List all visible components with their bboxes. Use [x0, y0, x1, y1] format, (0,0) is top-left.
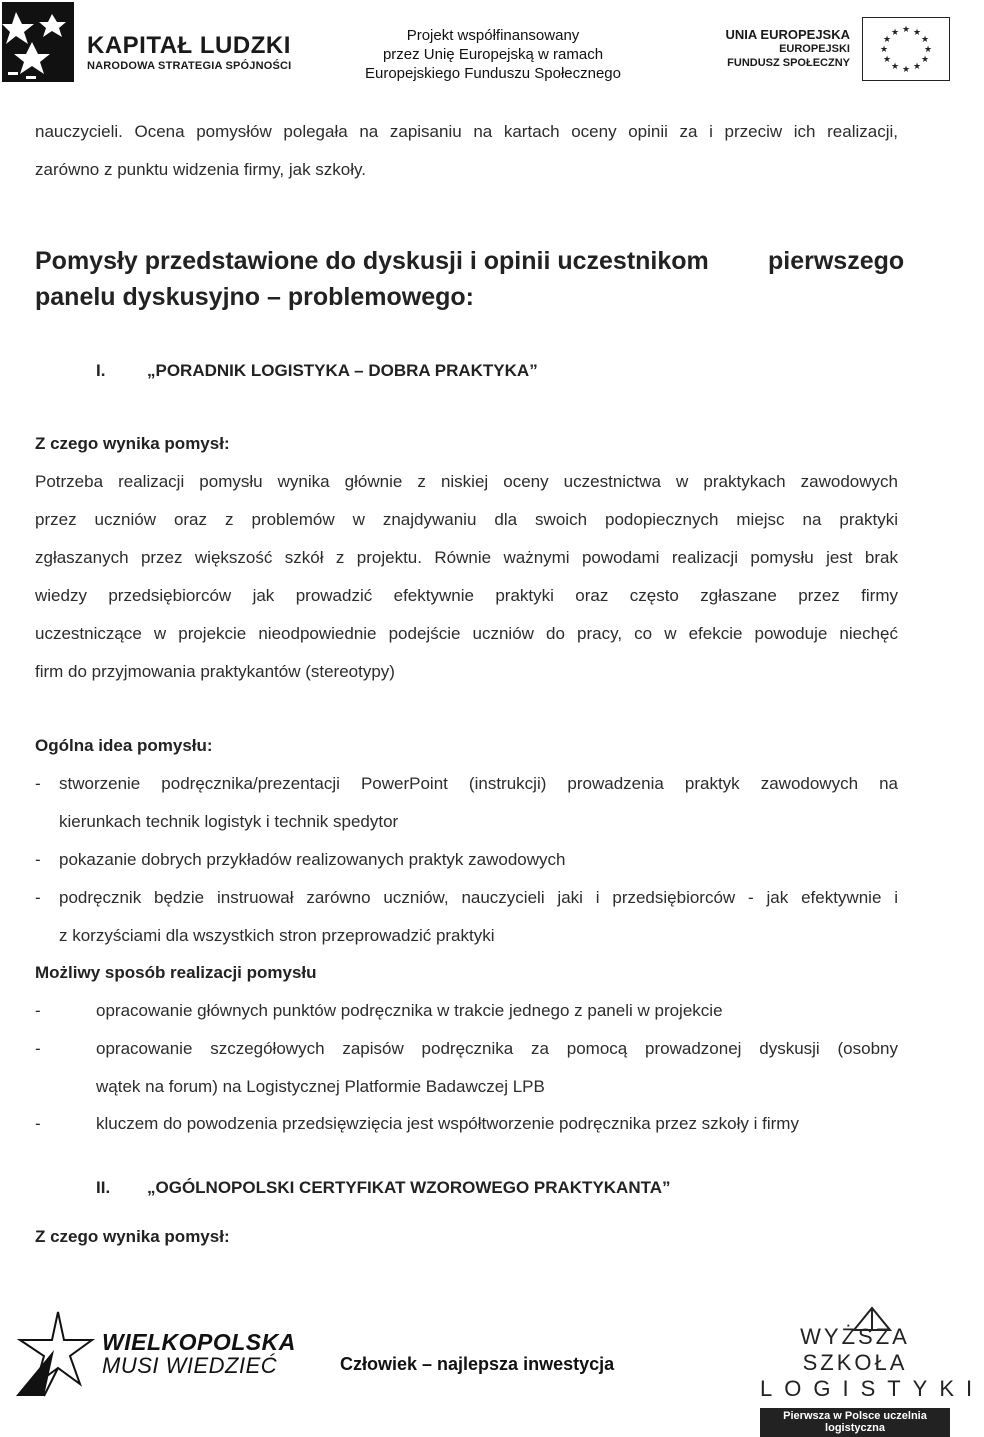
svg-text:★: ★	[912, 62, 922, 72]
svg-text:★: ★	[920, 35, 930, 45]
origin-line: wiedzy przedsiębiorców jak prowadzić efektywnie praktyki oraz często zgłaszane przez firmy	[35, 586, 898, 605]
svg-text:★: ★	[920, 55, 930, 65]
eu-logo-text	[700, 28, 850, 70]
idea-item-line: podręcznik będzie instruował zarówno uczniów, nauczycieli jaki i przedsiębiorców - jak efektywnie i	[59, 888, 898, 907]
wielkopolska-line1: WIELKOPOLSKA	[102, 1329, 296, 1355]
wielkopolska-emblem	[14, 1310, 96, 1398]
wielkopolska-line2: MUSI WIEDZIEĆ	[102, 1353, 278, 1378]
svg-text:★: ★	[912, 28, 922, 38]
intro-line: zarówno z punktu widzenia firmy, jak szkoły.	[35, 160, 366, 179]
intro-line: nauczycieli. Ocena pomysłów polegała na zapisaniu na kartach oceny opinii za i przeciw ich realizacji,	[35, 122, 898, 141]
wsl-emblem	[852, 1306, 892, 1332]
svg-text:★: ★	[890, 28, 900, 38]
svg-text:★: ★	[890, 62, 900, 72]
logo-subtitle: NARODOWA STRATEGIA SPÓJNOŚCI	[87, 60, 292, 72]
section1-number: I.	[96, 361, 106, 380]
section1-method-label: Możliwy sposób realizacji pomysłu	[35, 963, 317, 982]
list-dash: -	[35, 1039, 41, 1058]
origin-line: przez uczniów oraz z problemów w znajdywaniu dla swoich podopiecznych miejsc na praktyki	[35, 510, 898, 529]
main-heading-line2: panelu dyskusyjno – problemowego:	[35, 283, 474, 311]
cofinancing-line: Europejskiego Funduszu Społecznego	[364, 65, 621, 82]
section2-origin-label: Z czego wynika pomysł:	[35, 1227, 230, 1246]
origin-line: firm do przyjmowania praktykantów (stereotypy)	[35, 662, 395, 681]
cofinancing-note	[333, 26, 653, 83]
svg-text:★: ★	[901, 65, 911, 75]
main-heading-line1-end: pierwszego	[768, 247, 905, 275]
method-item-line: opracowanie szczegółowych zapisów podręcznika za pomocą prowadzonej dyskusji (osobny	[96, 1039, 898, 1058]
idea-item-line: pokazanie dobrych przykładów realizowanych praktyk zawodowych	[59, 850, 566, 869]
method-item-line: kluczem do powodzenia przedsięwzięcia jest współtworzenie podręcznika przez szkoły i firmy	[96, 1114, 799, 1133]
svg-text:★: ★	[882, 55, 892, 65]
idea-item-line: stworzenie podręcznika/prezentacji PowerPoint (instrukcji) prowadzenia praktyk zawodowych na	[59, 774, 898, 793]
wsl-logo	[760, 1306, 984, 1434]
idea-item-line: z korzyściami dla wszystkich stron przeprowadzić praktyki	[59, 926, 495, 945]
list-dash: -	[35, 888, 41, 907]
section1-origin-label: Z czego wynika pomysł:	[35, 434, 230, 453]
eu-line: UNIA EUROPEJSKA	[725, 27, 850, 42]
origin-line: Potrzeba realizacji pomysłu wynika głównie z niskiej oceny uczestnictwa w praktykach zawodowych	[35, 472, 898, 491]
svg-text:★: ★	[879, 45, 889, 55]
footer-motto: Człowiek – najlepsza inwestycja	[340, 1354, 615, 1374]
kapital-ludzki-logo	[87, 34, 291, 72]
logo-title: KAPITAŁ LUDZKI	[87, 32, 291, 59]
section2-title: „OGÓLNOPOLSKI CERTYFIKAT WZOROWEGO PRAKTYKANTA”	[147, 1178, 671, 1197]
cofinancing-line: Projekt współfinansowany	[406, 27, 580, 44]
idea-item-line: kierunkach technik logistyk i technik spedytor	[59, 812, 399, 831]
kapital-ludzki-emblem	[2, 2, 74, 82]
eu-flag	[862, 17, 950, 81]
list-dash: -	[35, 850, 41, 869]
origin-line: zgłaszanych przez większość szkół z projektu. Równie ważnymi powodami realizacji pomysłu jest brak	[35, 548, 898, 567]
svg-text:★: ★	[901, 25, 911, 35]
wsl-line1: WYŻSZA SZKOŁA	[800, 1324, 910, 1375]
method-item-line: wątek na forum) na Logistycznej Platformie Badawczej LPB	[96, 1077, 545, 1096]
eu-line: EUROPEJSKI	[779, 43, 850, 55]
method-item-line: opracowanie głównych punktów podręcznika w trakcie jednego z paneli w projekcie	[96, 1001, 723, 1020]
list-dash: -	[35, 1001, 41, 1020]
section1-title: „PORADNIK LOGISTYKA – DOBRA PRAKTYKA”	[147, 361, 538, 380]
cofinancing-line: przez Unię Europejską w ramach	[382, 46, 604, 63]
wielkopolska-logo	[102, 1330, 296, 1378]
list-dash: -	[35, 774, 41, 793]
main-heading-line1: Pomysły przedstawione do dyskusji i opinii uczestnikom	[35, 247, 709, 275]
svg-text:★: ★	[882, 35, 892, 45]
wsl-line2: LOGISTYKI	[760, 1376, 984, 1401]
list-dash: -	[35, 1114, 41, 1133]
section1-idea-label: Ogólna idea pomysłu:	[35, 736, 213, 755]
eu-line: FUNDUSZ SPOŁECZNY	[727, 57, 850, 69]
svg-text:★: ★	[923, 45, 933, 55]
wsl-tagline: Pierwsza w Polsce uczelnia logistyczna	[760, 1408, 950, 1437]
section2-number: II.	[96, 1178, 111, 1197]
origin-line: uczestniczące w projekcie nieodpowiednie podejście uczniów do pracy, co w efekcie powoduje niechęć	[35, 624, 898, 643]
